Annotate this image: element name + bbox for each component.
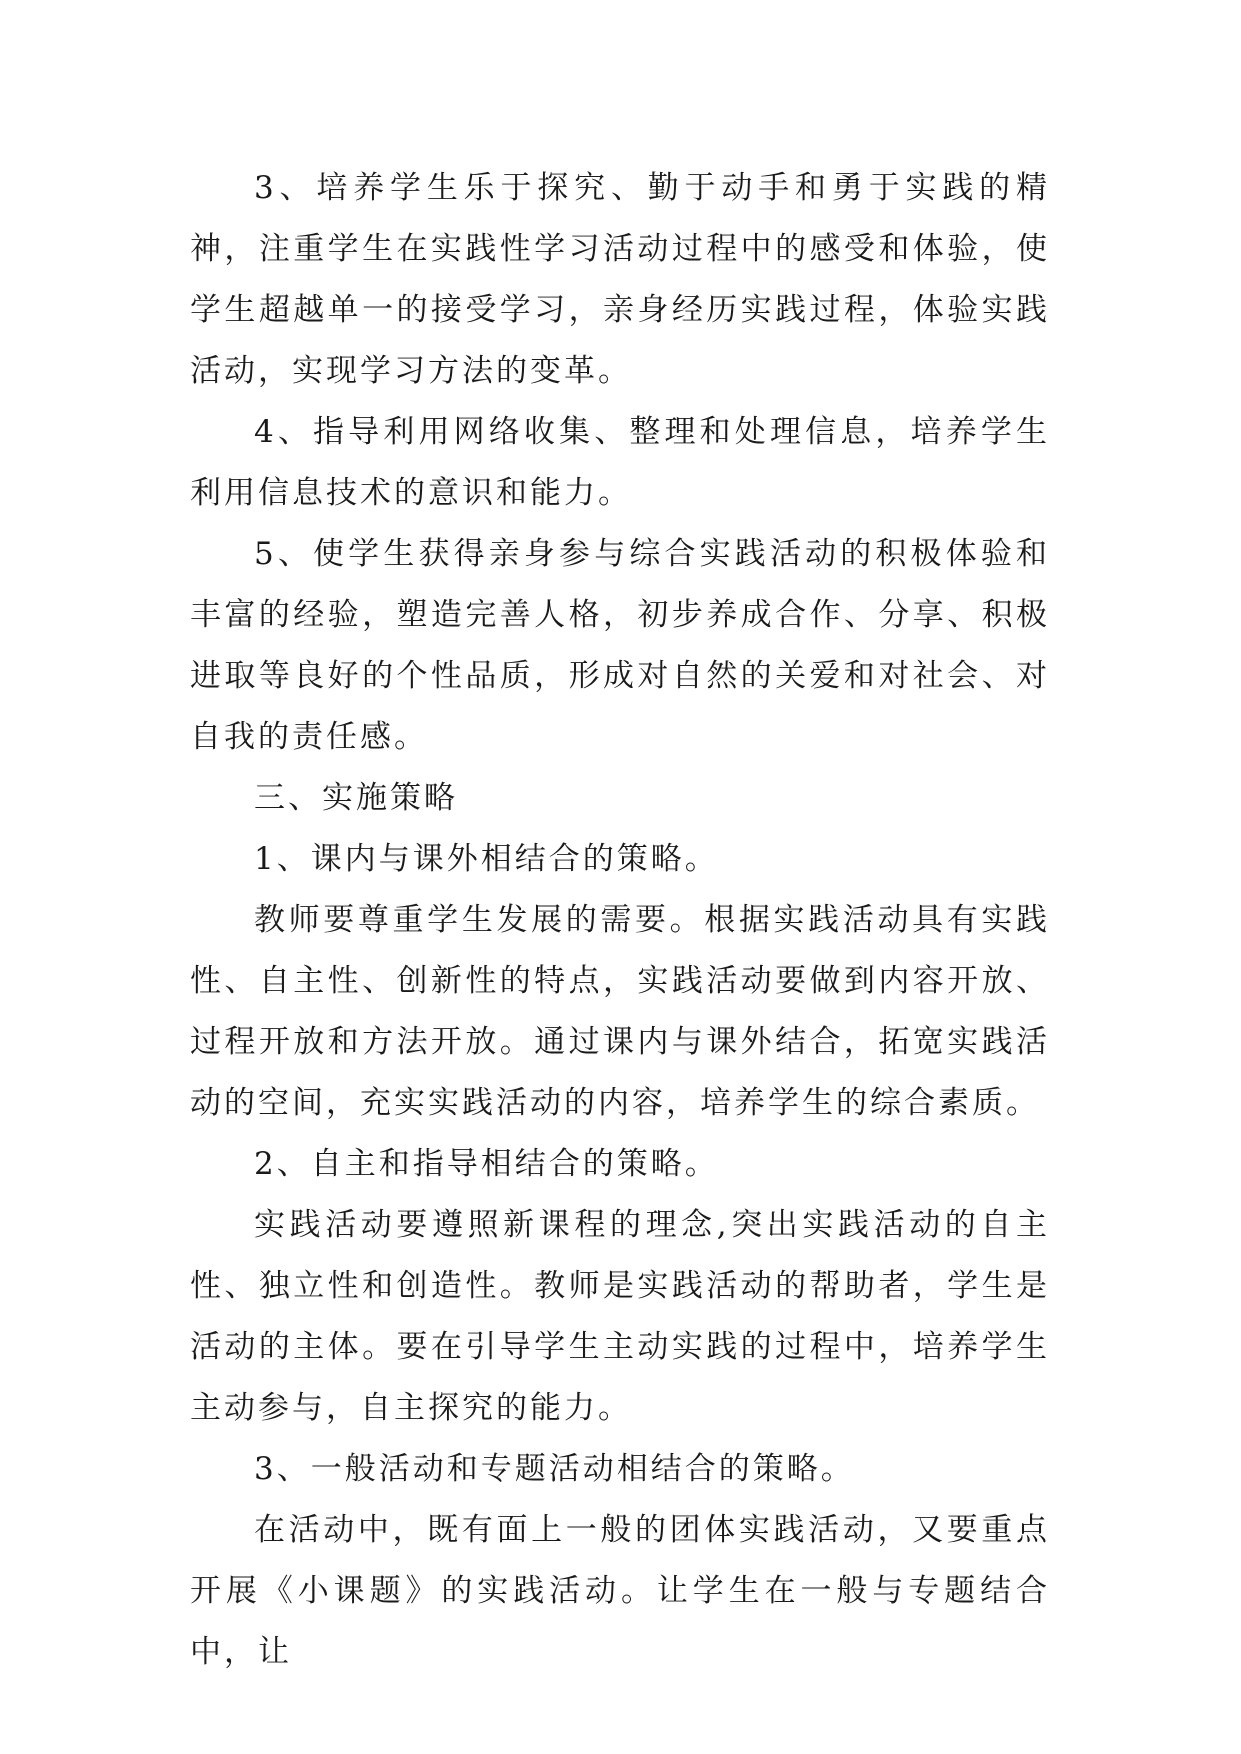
document-body bbox=[190, 158, 1050, 1683]
strategy-1-title: 1、课内与课外相结合的策略。 bbox=[254, 841, 719, 877]
paragraph-goal-4: 4、指导利用网络收集、整理和处理信息，培养学生利用信息技术的意识和能力。 bbox=[190, 414, 1050, 511]
strategy-2-title: 2、自主和指导相结合的策略。 bbox=[254, 1146, 719, 1182]
strategy-1-body: 教师要尊重学生发展的需要。根据实践活动具有实践性、自主性、创新性的特点，实践活动要做到内容开放、过程开放和方法开放。通过课内与课外结合，拓宽实践活动的空间，充实实践活动的内容，培养学生的综合素质。 bbox=[190, 902, 1050, 1121]
paragraph-goal-3: 3、培养学生乐于探究、勤于动手和勇于实践的精神，注重学生在实践性学习活动过程中的感受和体验，使学生超越单一的接受学习，亲身经历实践过程，体验实践活动，实现学习方法的变革。 bbox=[190, 170, 1050, 389]
paragraph-goal-5: 5、使学生获得亲身参与综合实践活动的积极体验和丰富的经验，塑造完善人格，初步养成合作、分享、积极进取等良好的个性品质，形成对自然的关爱和对社会、对自我的责任感。 bbox=[190, 536, 1050, 755]
strategy-3-body: 在活动中，既有面上一般的团体实践活动，又要重点开展《小课题》的实践活动。让学生在一般与专题结合中，让 bbox=[190, 1512, 1050, 1670]
section-heading-strategies: 三、实施策略 bbox=[254, 780, 458, 816]
strategy-3-title: 3、一般活动和专题活动相结合的策略。 bbox=[254, 1451, 855, 1487]
strategy-2-body: 实践活动要遵照新课程的理念,突出实践活动的自主性、独立性和创造性。教师是实践活动的帮助者，学生是活动的主体。要在引导学生主动实践的过程中，培养学生主动参与，自主探究的能力。 bbox=[190, 1207, 1050, 1426]
